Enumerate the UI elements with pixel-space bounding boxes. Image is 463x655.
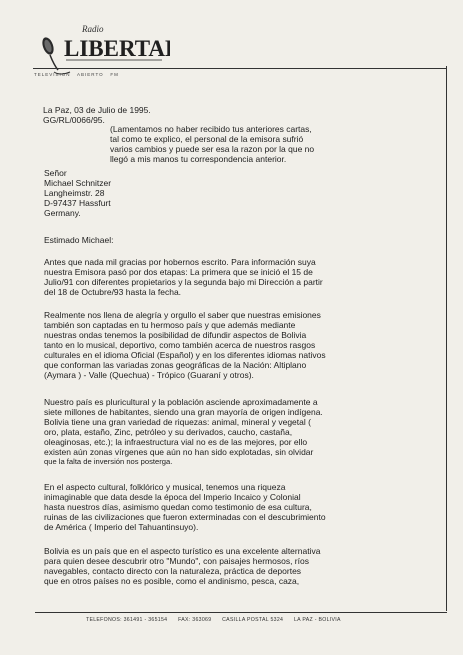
margin-rule	[446, 66, 447, 611]
reference-block	[43, 105, 151, 125]
paragraph-line: ruinas de las civilizaciones que fueron exterminadas con el descubrimiento	[44, 512, 326, 522]
paragraph-line: Julio/91 con diferentes propietarios y la segunda bajo mi Dirección a partir	[44, 277, 323, 287]
paragraph-line: que en otros países no es posible, como el andinismo, pesca, caza,	[44, 576, 300, 586]
address-line: Germany.	[44, 208, 81, 218]
paragraph-line: para quien desee descubrir otro "Mundo", con paisajes hermosos, ríos	[44, 556, 309, 566]
paragraph-line: del 18 de Octubre/93 hasta la fecha.	[44, 287, 182, 297]
address-line: Michael Schnitzer	[44, 178, 112, 188]
paragraph-line: oleaginosas, etc.); la infraestructura vial no es de las mejores, por ello	[44, 437, 308, 447]
logo-wordmark: LIBERTAD	[64, 36, 170, 61]
logo-script: Radio	[82, 24, 104, 34]
reference-number: GG/RL/0066/95.	[43, 115, 105, 125]
paragraph-line: también son captadas en tu hermoso país y que además mediante	[44, 320, 296, 330]
paragraph-4	[44, 482, 444, 532]
salutation: Estimado Michael:	[44, 235, 114, 245]
aside-line: (Lamentamos no haber recibido tus anteriores cartas,	[110, 124, 312, 134]
subtitle-item: FM	[110, 72, 119, 77]
aside-line: llegó a mis manos tu correspondencia anterior.	[110, 154, 287, 164]
paragraph-line: inimaginable que data desde la época del Imperio Incaico y Colonial	[44, 492, 301, 502]
address-line: Langheimstr. 28	[44, 188, 105, 198]
paragraph-1	[44, 257, 444, 297]
footer-city: LA PAZ - BOLIVIA	[293, 617, 341, 623]
paragraph-line: Nuestro país es pluricultural y la población asciende aproximadamente a	[44, 397, 318, 407]
subtitle-item: TELEVISION	[34, 72, 71, 77]
paragraph-line: navegables, contacto directo con la naturaleza, práctica de deportes	[44, 566, 302, 576]
paragraph-line: nuestra Emisora pasó por dos etapas: La primera que se inició el 15 de	[44, 267, 313, 277]
footer-rule	[35, 612, 447, 613]
paragraph-5	[44, 546, 444, 586]
paragraph-line: de América ( Imperio del Tahuantinsuyo).	[44, 522, 199, 532]
paragraph-line: Antes que nada mil gracias por hobernos escrito. Para información suya	[44, 257, 316, 267]
paragraph-line: Realmente nos llena de alegría y orgullo el saber que nuestras emisiones	[44, 310, 321, 320]
paragraph-line: que conforman las variadas zonas geográficas de la Nación: Altiplano	[44, 360, 307, 370]
aside-line: tal como te explico, el personal de la emisora sufrió	[110, 134, 304, 144]
paragraph-line: siete millones de habitantes, siendo una gran mayoría de origen indígena.	[44, 407, 323, 417]
footer-contact	[86, 617, 350, 623]
paragraph-3	[44, 397, 444, 467]
paragraph-line: culturales en el idioma Oficial (Español) y en los diferentes idiomas nativos	[44, 350, 326, 360]
aside-line: varios cambios y puede ser esa la razon por la que no	[110, 144, 315, 154]
aside-note	[110, 124, 314, 164]
paragraph-line: oro, plata, estaño, Zinc, petróleo y su derivados, caucho, castaña,	[44, 427, 293, 437]
footer-phones: TELEFONOS: 361491 - 365154	[86, 617, 168, 623]
paragraph-line: que la falta de inversión nos posterga.	[44, 457, 173, 466]
footer-fax: FAX: 363069	[178, 617, 212, 623]
paragraph-line: Bolivia tiene una gran variedad de riquezas: animal, mineral y vegetal (	[44, 417, 311, 427]
paragraph-2	[44, 310, 444, 380]
letterhead-rule	[33, 68, 447, 69]
recipient-address	[44, 168, 111, 218]
letterhead-subtitle	[34, 72, 119, 77]
address-line: D-97437 Hassfurt	[44, 198, 111, 208]
paragraph-line: nuestras ondas tenemos la posibilidad de difundir aspectos de Bolivia	[44, 330, 307, 340]
date-line: La Paz, 03 de Julio de 1995.	[43, 105, 151, 115]
footer-po-box: CASILLA POSTAL 5324	[222, 617, 284, 623]
paragraph-line: Bolivia es un país que en el aspecto turístico es una excelente alternativa	[44, 546, 321, 556]
paragraph-line: tanto en lo musical, deportivo, como también acerca de nuestros rasgos	[44, 340, 316, 350]
paragraph-line: existen aún zonas vírgenes que aún no han sido explotadas, sin olvidar	[44, 447, 314, 457]
paragraph-line: En el aspecto cultural, folklórico y musical, tenemos una riqueza	[44, 482, 286, 492]
paragraph-line: hasta nuestros días, asimismo quedan como testimonio de esa cultura,	[44, 502, 312, 512]
paragraph-line: (Aymara ) - Valle (Quechua) - Trópico (Guaraní y otros).	[44, 370, 254, 380]
subtitle-item: ABIERTO	[77, 72, 104, 77]
address-line: Señor	[44, 168, 67, 178]
